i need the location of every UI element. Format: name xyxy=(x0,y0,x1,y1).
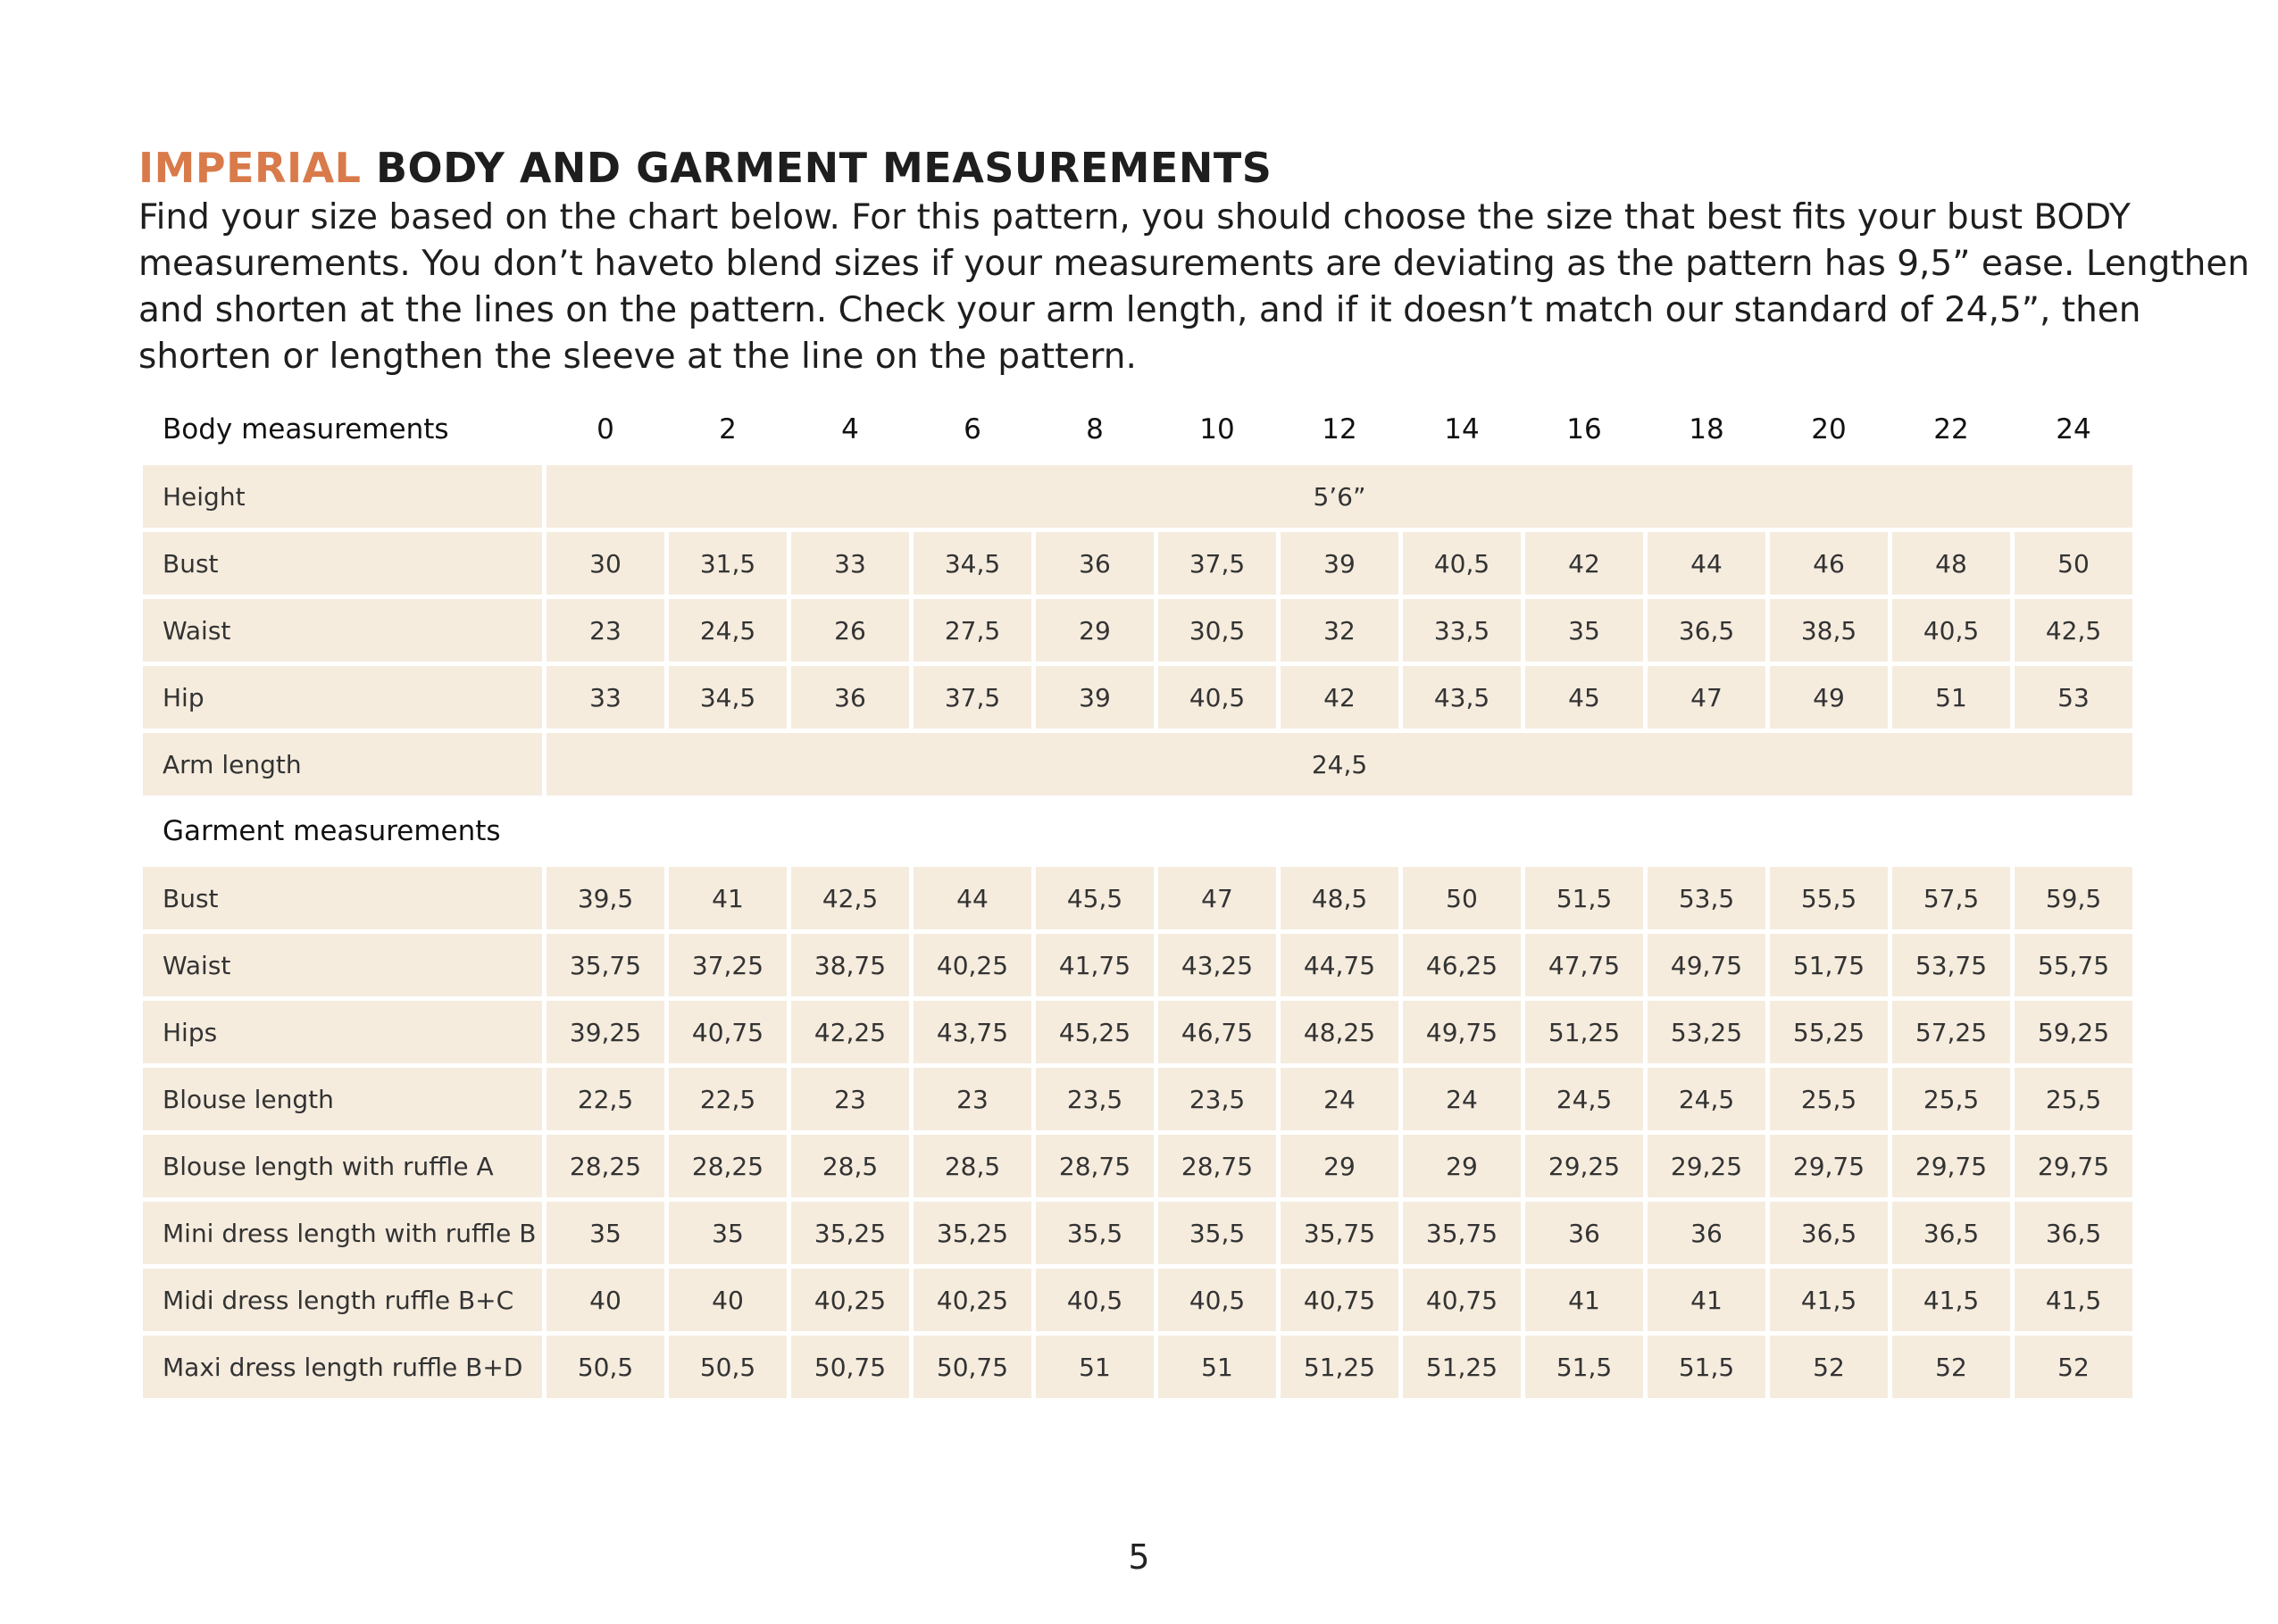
table-cell: 40,75 xyxy=(1281,1269,1398,1331)
table-cell: 41,5 xyxy=(1892,1269,2010,1331)
title-accent: IMPERIAL xyxy=(138,144,362,192)
table-cell: 35,75 xyxy=(547,934,664,996)
row-label: Mini dress length with ruffle B xyxy=(143,1202,542,1264)
table-cell: 37,5 xyxy=(914,666,1031,729)
garment-measurement-row xyxy=(143,1001,2132,1063)
table-cell: 28,25 xyxy=(547,1135,664,1197)
table-cell: 52 xyxy=(2015,1336,2132,1398)
body-measurement-row xyxy=(143,666,2132,729)
table-cell: 50,75 xyxy=(791,1336,909,1398)
table-cell: 50 xyxy=(1403,867,1521,929)
size-header: 0 xyxy=(597,413,614,446)
table-header-row xyxy=(143,398,2132,461)
table-cell: 24,5 xyxy=(669,599,787,662)
table-cell: 55,5 xyxy=(1770,867,1888,929)
table-cell: 40,5 xyxy=(1158,666,1276,729)
table-cell: 35,25 xyxy=(914,1202,1031,1264)
row-label: Maxi dress length ruffle B+D xyxy=(143,1336,542,1398)
table-cell: 45,25 xyxy=(1036,1001,1154,1063)
row-label: Arm length xyxy=(143,733,542,795)
table-cell: 41 xyxy=(1525,1269,1643,1331)
table-cell: 49,75 xyxy=(1648,934,1765,996)
table-cell: 33 xyxy=(547,666,664,729)
table-cell: 59,5 xyxy=(2015,867,2132,929)
table-cell: 30 xyxy=(547,532,664,595)
table-cell: 57,5 xyxy=(1892,867,2010,929)
table-cell: 42,5 xyxy=(2015,599,2132,662)
table-cell: 51,75 xyxy=(1770,934,1888,996)
table-cell: 24,5 xyxy=(1525,1068,1643,1130)
table-cell: 24 xyxy=(1281,1068,1398,1130)
table-cell: 51,25 xyxy=(1525,1001,1643,1063)
table-cell: 51 xyxy=(1158,1336,1276,1398)
table-cell: 36,5 xyxy=(2015,1202,2132,1264)
intro-paragraph xyxy=(138,195,2250,380)
table-cell: 24,5 xyxy=(1648,1068,1765,1130)
table-cell: 45,5 xyxy=(1036,867,1154,929)
table-cell: 28,5 xyxy=(791,1135,909,1197)
table-cell: 49,75 xyxy=(1403,1001,1521,1063)
table-cell: 40,25 xyxy=(914,1269,1031,1331)
table-cell: 25,5 xyxy=(1892,1068,2010,1130)
table-cell: 32 xyxy=(1281,599,1398,662)
size-header: 10 xyxy=(1199,413,1235,446)
size-header: 20 xyxy=(1811,413,1847,446)
table-cell: 29,75 xyxy=(2015,1135,2132,1197)
table-cell: 42 xyxy=(1281,666,1398,729)
table-cell: 40,5 xyxy=(1892,599,2010,662)
table-cell: 39 xyxy=(1036,666,1154,729)
table-cell: 35,75 xyxy=(1281,1202,1398,1264)
table-cell: 40,75 xyxy=(669,1001,787,1063)
table-cell: 34,5 xyxy=(914,532,1031,595)
table-cell: 31,5 xyxy=(669,532,787,595)
spanning-value: 24,5 xyxy=(547,733,2132,795)
table-cell: 40,5 xyxy=(1036,1269,1154,1331)
table-cell: 40,75 xyxy=(1403,1269,1521,1331)
table-cell: 40 xyxy=(547,1269,664,1331)
table-cell: 28,25 xyxy=(669,1135,787,1197)
table-cell: 51,25 xyxy=(1403,1336,1521,1398)
table-cell: 51 xyxy=(1036,1336,1154,1398)
row-label: Midi dress length ruffle B+C xyxy=(143,1269,542,1331)
garment-measurement-row xyxy=(143,1269,2132,1331)
page-title xyxy=(138,143,1272,193)
table-cell: 23 xyxy=(547,599,664,662)
table-cell: 53 xyxy=(2015,666,2132,729)
table-cell: 23,5 xyxy=(1036,1068,1154,1130)
row-label: Bust xyxy=(143,867,542,929)
spanning-value: 5’6” xyxy=(547,465,2132,528)
table-cell: 37,5 xyxy=(1158,532,1276,595)
table-cell: 45 xyxy=(1525,666,1643,729)
table-cell: 35,5 xyxy=(1036,1202,1154,1264)
table-cell: 42,25 xyxy=(791,1001,909,1063)
table-cell: 41,5 xyxy=(1770,1269,1888,1331)
table-cell: 50,75 xyxy=(914,1336,1031,1398)
table-cell: 35,75 xyxy=(1403,1202,1521,1264)
table-cell: 47 xyxy=(1158,867,1276,929)
table-cell: 50 xyxy=(2015,532,2132,595)
table-cell: 51,5 xyxy=(1648,1336,1765,1398)
size-header: 8 xyxy=(1086,413,1104,446)
table-cell: 35 xyxy=(669,1202,787,1264)
table-cell: 53,25 xyxy=(1648,1001,1765,1063)
table-cell: 49 xyxy=(1770,666,1888,729)
table-cell: 34,5 xyxy=(669,666,787,729)
table-cell: 29 xyxy=(1281,1135,1398,1197)
title-main: BODY AND GARMENT MEASUREMENTS xyxy=(376,144,1273,192)
table-cell: 27,5 xyxy=(914,599,1031,662)
table-cell: 42 xyxy=(1525,532,1643,595)
table-cell: 30,5 xyxy=(1158,599,1276,662)
table-cell: 40,5 xyxy=(1403,532,1521,595)
table-cell: 40,25 xyxy=(791,1269,909,1331)
measurement-table-body xyxy=(143,398,2132,1398)
size-header: 18 xyxy=(1689,413,1724,446)
body-measurement-row xyxy=(143,733,2132,795)
table-cell: 38,75 xyxy=(791,934,909,996)
table-cell: 36,5 xyxy=(1648,599,1765,662)
table-cell: 47 xyxy=(1648,666,1765,729)
table-cell: 29,25 xyxy=(1648,1135,1765,1197)
size-header: 14 xyxy=(1444,413,1480,446)
table-cell: 26 xyxy=(791,599,909,662)
table-cell: 37,25 xyxy=(669,934,787,996)
table-cell: 50,5 xyxy=(547,1336,664,1398)
row-label: Hips xyxy=(143,1001,542,1063)
table-cell: 44,75 xyxy=(1281,934,1398,996)
size-header: 4 xyxy=(841,413,859,446)
table-cell: 53,5 xyxy=(1648,867,1765,929)
row-label: Blouse length xyxy=(143,1068,542,1130)
garment-section-label: Garment measurements xyxy=(163,815,501,847)
table-cell: 35 xyxy=(547,1202,664,1264)
table-cell: 25,5 xyxy=(2015,1068,2132,1130)
table-cell: 41,75 xyxy=(1036,934,1154,996)
table-cell: 29,75 xyxy=(1892,1135,2010,1197)
table-cell: 53,75 xyxy=(1892,934,2010,996)
row-label: Waist xyxy=(143,934,542,996)
table-cell: 47,75 xyxy=(1525,934,1643,996)
table-cell: 48,25 xyxy=(1281,1001,1398,1063)
table-cell: 36,5 xyxy=(1770,1202,1888,1264)
size-header: 16 xyxy=(1566,413,1602,446)
table-cell: 42,5 xyxy=(791,867,909,929)
row-label: Height xyxy=(143,465,542,528)
table-cell: 44 xyxy=(914,867,1031,929)
table-cell: 48,5 xyxy=(1281,867,1398,929)
table-cell: 23,5 xyxy=(1158,1068,1276,1130)
intro-line: measurements. You don’t haveto blend sizes if your measurements are deviating as the pattern has 9,5” ease. Lengthen xyxy=(138,244,2250,284)
table-cell: 41,5 xyxy=(2015,1269,2132,1331)
garment-measurement-row xyxy=(143,934,2132,996)
row-label: Bust xyxy=(143,532,542,595)
table-cell: 52 xyxy=(1892,1336,2010,1398)
table-cell: 36 xyxy=(1036,532,1154,595)
body-measurement-row xyxy=(143,465,2132,528)
garment-measurement-row xyxy=(143,867,2132,929)
intro-line: and shorten at the lines on the pattern. Check your arm length, and if it doesn’t match our standard of 24,5”, then xyxy=(138,290,2141,330)
table-cell: 40,25 xyxy=(914,934,1031,996)
row-label: Waist xyxy=(143,599,542,662)
table-cell: 29 xyxy=(1403,1135,1521,1197)
table-cell: 44 xyxy=(1648,532,1765,595)
table-cell: 40,5 xyxy=(1158,1269,1276,1331)
table-cell: 24 xyxy=(1403,1068,1521,1130)
table-cell: 46,75 xyxy=(1158,1001,1276,1063)
table-cell: 29,25 xyxy=(1525,1135,1643,1197)
table-cell: 29 xyxy=(1036,599,1154,662)
table-cell: 22,5 xyxy=(669,1068,787,1130)
table-cell: 28,75 xyxy=(1036,1135,1154,1197)
table-cell: 40 xyxy=(669,1269,787,1331)
table-cell: 55,75 xyxy=(2015,934,2132,996)
table-cell: 43,75 xyxy=(914,1001,1031,1063)
table-cell: 28,75 xyxy=(1158,1135,1276,1197)
table-cell: 28,5 xyxy=(914,1135,1031,1197)
table-cell: 36 xyxy=(1525,1202,1643,1264)
table-cell: 35,25 xyxy=(791,1202,909,1264)
row-label: Hip xyxy=(143,666,542,729)
size-header: 24 xyxy=(2056,413,2091,446)
table-cell: 35 xyxy=(1525,599,1643,662)
table-cell: 36,5 xyxy=(1892,1202,2010,1264)
page-number: 5 xyxy=(1128,1537,1150,1577)
garment-section-row xyxy=(143,800,2132,862)
table-cell: 51,5 xyxy=(1525,867,1643,929)
garment-measurement-row xyxy=(143,1202,2132,1264)
table-cell: 43,25 xyxy=(1158,934,1276,996)
table-cell: 50,5 xyxy=(669,1336,787,1398)
intro-line: Find your size based on the chart below. For this pattern, you should choose the size that best fits your bust BODY xyxy=(138,197,2131,237)
header-label: Body measurements xyxy=(163,413,449,446)
table-cell: 23 xyxy=(914,1068,1031,1130)
measurement-table xyxy=(138,394,2137,1403)
table-cell: 39,25 xyxy=(547,1001,664,1063)
table-cell: 52 xyxy=(1770,1336,1888,1398)
size-header: 2 xyxy=(719,413,737,446)
table-cell: 22,5 xyxy=(547,1068,664,1130)
size-header: 22 xyxy=(1933,413,1969,446)
garment-measurement-row xyxy=(143,1135,2132,1197)
table-cell: 35,5 xyxy=(1158,1202,1276,1264)
table-cell: 41 xyxy=(669,867,787,929)
table-cell: 43,5 xyxy=(1403,666,1521,729)
table-cell: 46 xyxy=(1770,532,1888,595)
body-measurement-row xyxy=(143,599,2132,662)
table-cell: 33,5 xyxy=(1403,599,1521,662)
table-cell: 25,5 xyxy=(1770,1068,1888,1130)
garment-measurement-row xyxy=(143,1336,2132,1398)
table-cell: 48 xyxy=(1892,532,2010,595)
garment-measurement-row xyxy=(143,1068,2132,1130)
table-cell: 33 xyxy=(791,532,909,595)
table-cell: 41 xyxy=(1648,1269,1765,1331)
row-label: Blouse length with ruffle A xyxy=(143,1135,542,1197)
table-cell: 23 xyxy=(791,1068,909,1130)
table-cell: 51,25 xyxy=(1281,1336,1398,1398)
table-cell: 29,75 xyxy=(1770,1135,1888,1197)
size-header: 12 xyxy=(1322,413,1357,446)
table-cell: 36 xyxy=(791,666,909,729)
table-cell: 59,25 xyxy=(2015,1001,2132,1063)
table-cell: 55,25 xyxy=(1770,1001,1888,1063)
table-cell: 38,5 xyxy=(1770,599,1888,662)
table-cell: 51 xyxy=(1892,666,2010,729)
table-cell: 39 xyxy=(1281,532,1398,595)
intro-line: shorten or lengthen the sleeve at the line on the pattern. xyxy=(138,337,1137,377)
table-cell: 46,25 xyxy=(1403,934,1521,996)
size-header: 6 xyxy=(964,413,981,446)
table-cell: 57,25 xyxy=(1892,1001,2010,1063)
table-cell: 39,5 xyxy=(547,867,664,929)
body-measurement-row xyxy=(143,532,2132,595)
table-cell: 36 xyxy=(1648,1202,1765,1264)
table-cell: 51,5 xyxy=(1525,1336,1643,1398)
